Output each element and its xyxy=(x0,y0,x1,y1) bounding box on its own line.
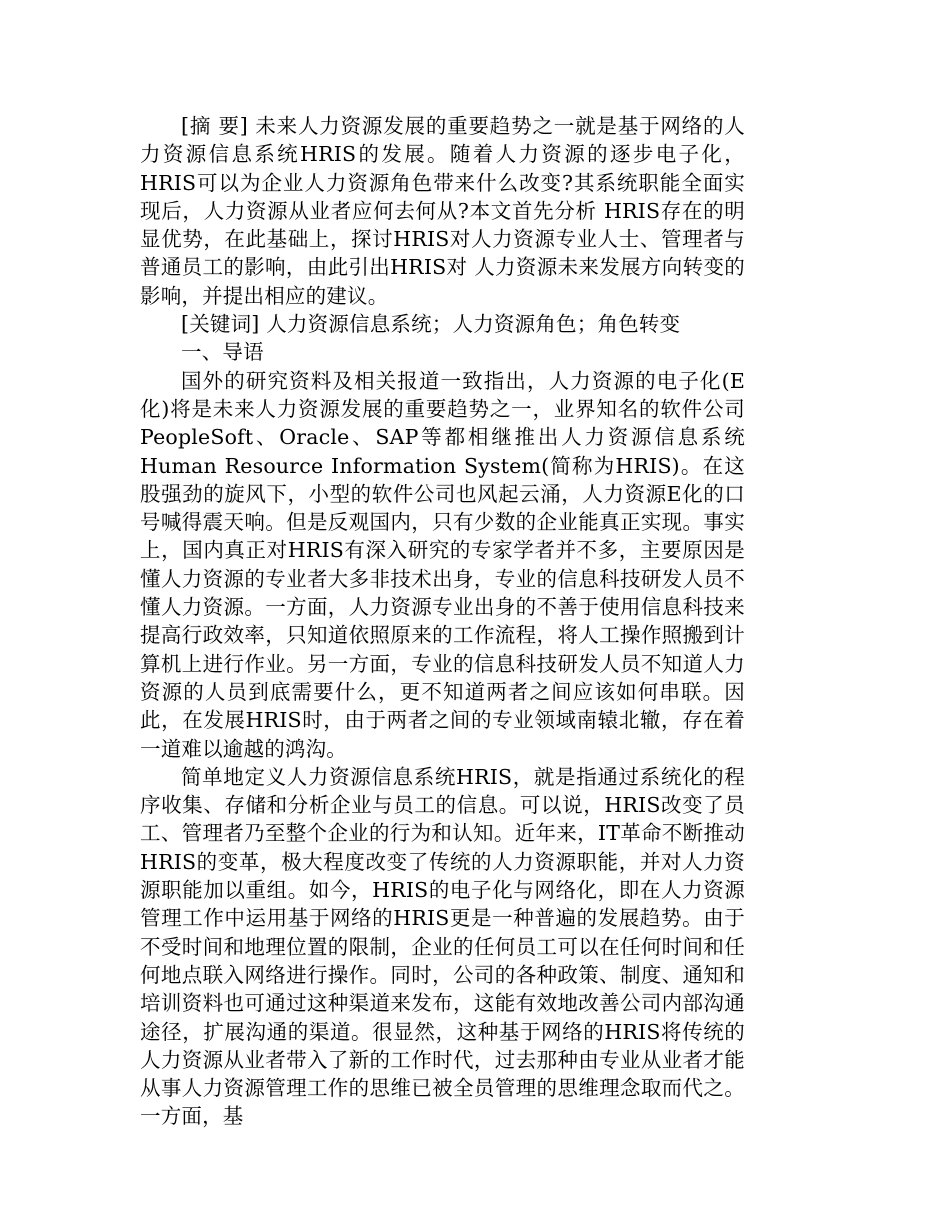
abstract-paragraph: [摘 要] 未来人力资源发展的重要趋势之一就是基于网络的人力资源信息系统HRIS的发展。随着人力资源的逐步电子化，HRIS可以为企业人力资源角色带来什么改变?其系统职能全面实现后，人力资源从业者应何去何从?本文首先分析 HRIS存在的明显优势，在此基础上，探讨HRIS对人力资源专业人士、管理者与普通员工的影响，由此引出HRIS对 人力资源未来发展方向转变的影响，并提出相应的建议。 xyxy=(140,114,745,308)
section-heading-introduction: 一、导语 xyxy=(181,340,264,365)
body-paragraph-2: 简单地定义人力资源信息系统HRIS，就是指通过系统化的程序收集、存储和分析企业与员工的信息。可以说，HRIS改变了员工、管理者乃至整个企业的行为和认知。近年来，IT革命不断推动HRIS的变革，极大程度改变了传统的人力资源职能，并对人力资源职能加以重组。如今，HRIS的电子化与网络化，即在人力资源管理工作中运用基于网络的HRIS更是一种普遍的发展趋势。由于不受时间和地理位置的限制，企业的任何员工可以在任何时间和任何地点联入网络进行操作。同时，公司的各种政策、制度、通知和培训资料也可通过这种渠道来发布，这能有效地改善公司内部沟通途径，扩展沟通的渠道。很显然，这种基于网络的HRIS将传统的人力资源从业者带入了新的工作时代，过去那种由专业从业者才能从事人力资源管理工作的思维已被全员管理的思维理念取而代之。一方面，基 xyxy=(140,764,745,1129)
keywords-paragraph: [关键词] 人力资源信息系统；人力资源角色；角色转变 xyxy=(181,312,681,337)
document-page xyxy=(140,112,745,1131)
body-paragraph-1: 国外的研究资料及相关报道一致指出，人力资源的电子化(E化)将是未来人力资源发展的重要趋势之一，业界知名的软件公司PeopleSoft、Oracle、SAP等都相继推出人力资源信息系统Human Resource Information System(简称为HRIS)。在这股强劲的旋风下，小型的软件公司也风起云涌，人力资源E化的口号喊得震天响。但是反观国内，只有少数的企业能真正实现。事实上，国内真正对HRIS有深入研究的专家学者并不多，主要原因是懂人力资源的专业者大多非技术出身，专业的信息科技研发人员不懂人力资源。一方面，人力资源专业出身的不善于使用信息科技来提高行政效率，只知道依照原来的工作流程，将人工操作照搬到计算机上进行作业。另一方面，专业的信息科技研发人员不知道人力资源的人员到底需要什么，更不知道两者之间应该如何串联。因此，在发展HRIS时，由于两者之间的专业领域南辕北辙，存在着一道难以逾越的鸿沟。 xyxy=(140,368,745,761)
